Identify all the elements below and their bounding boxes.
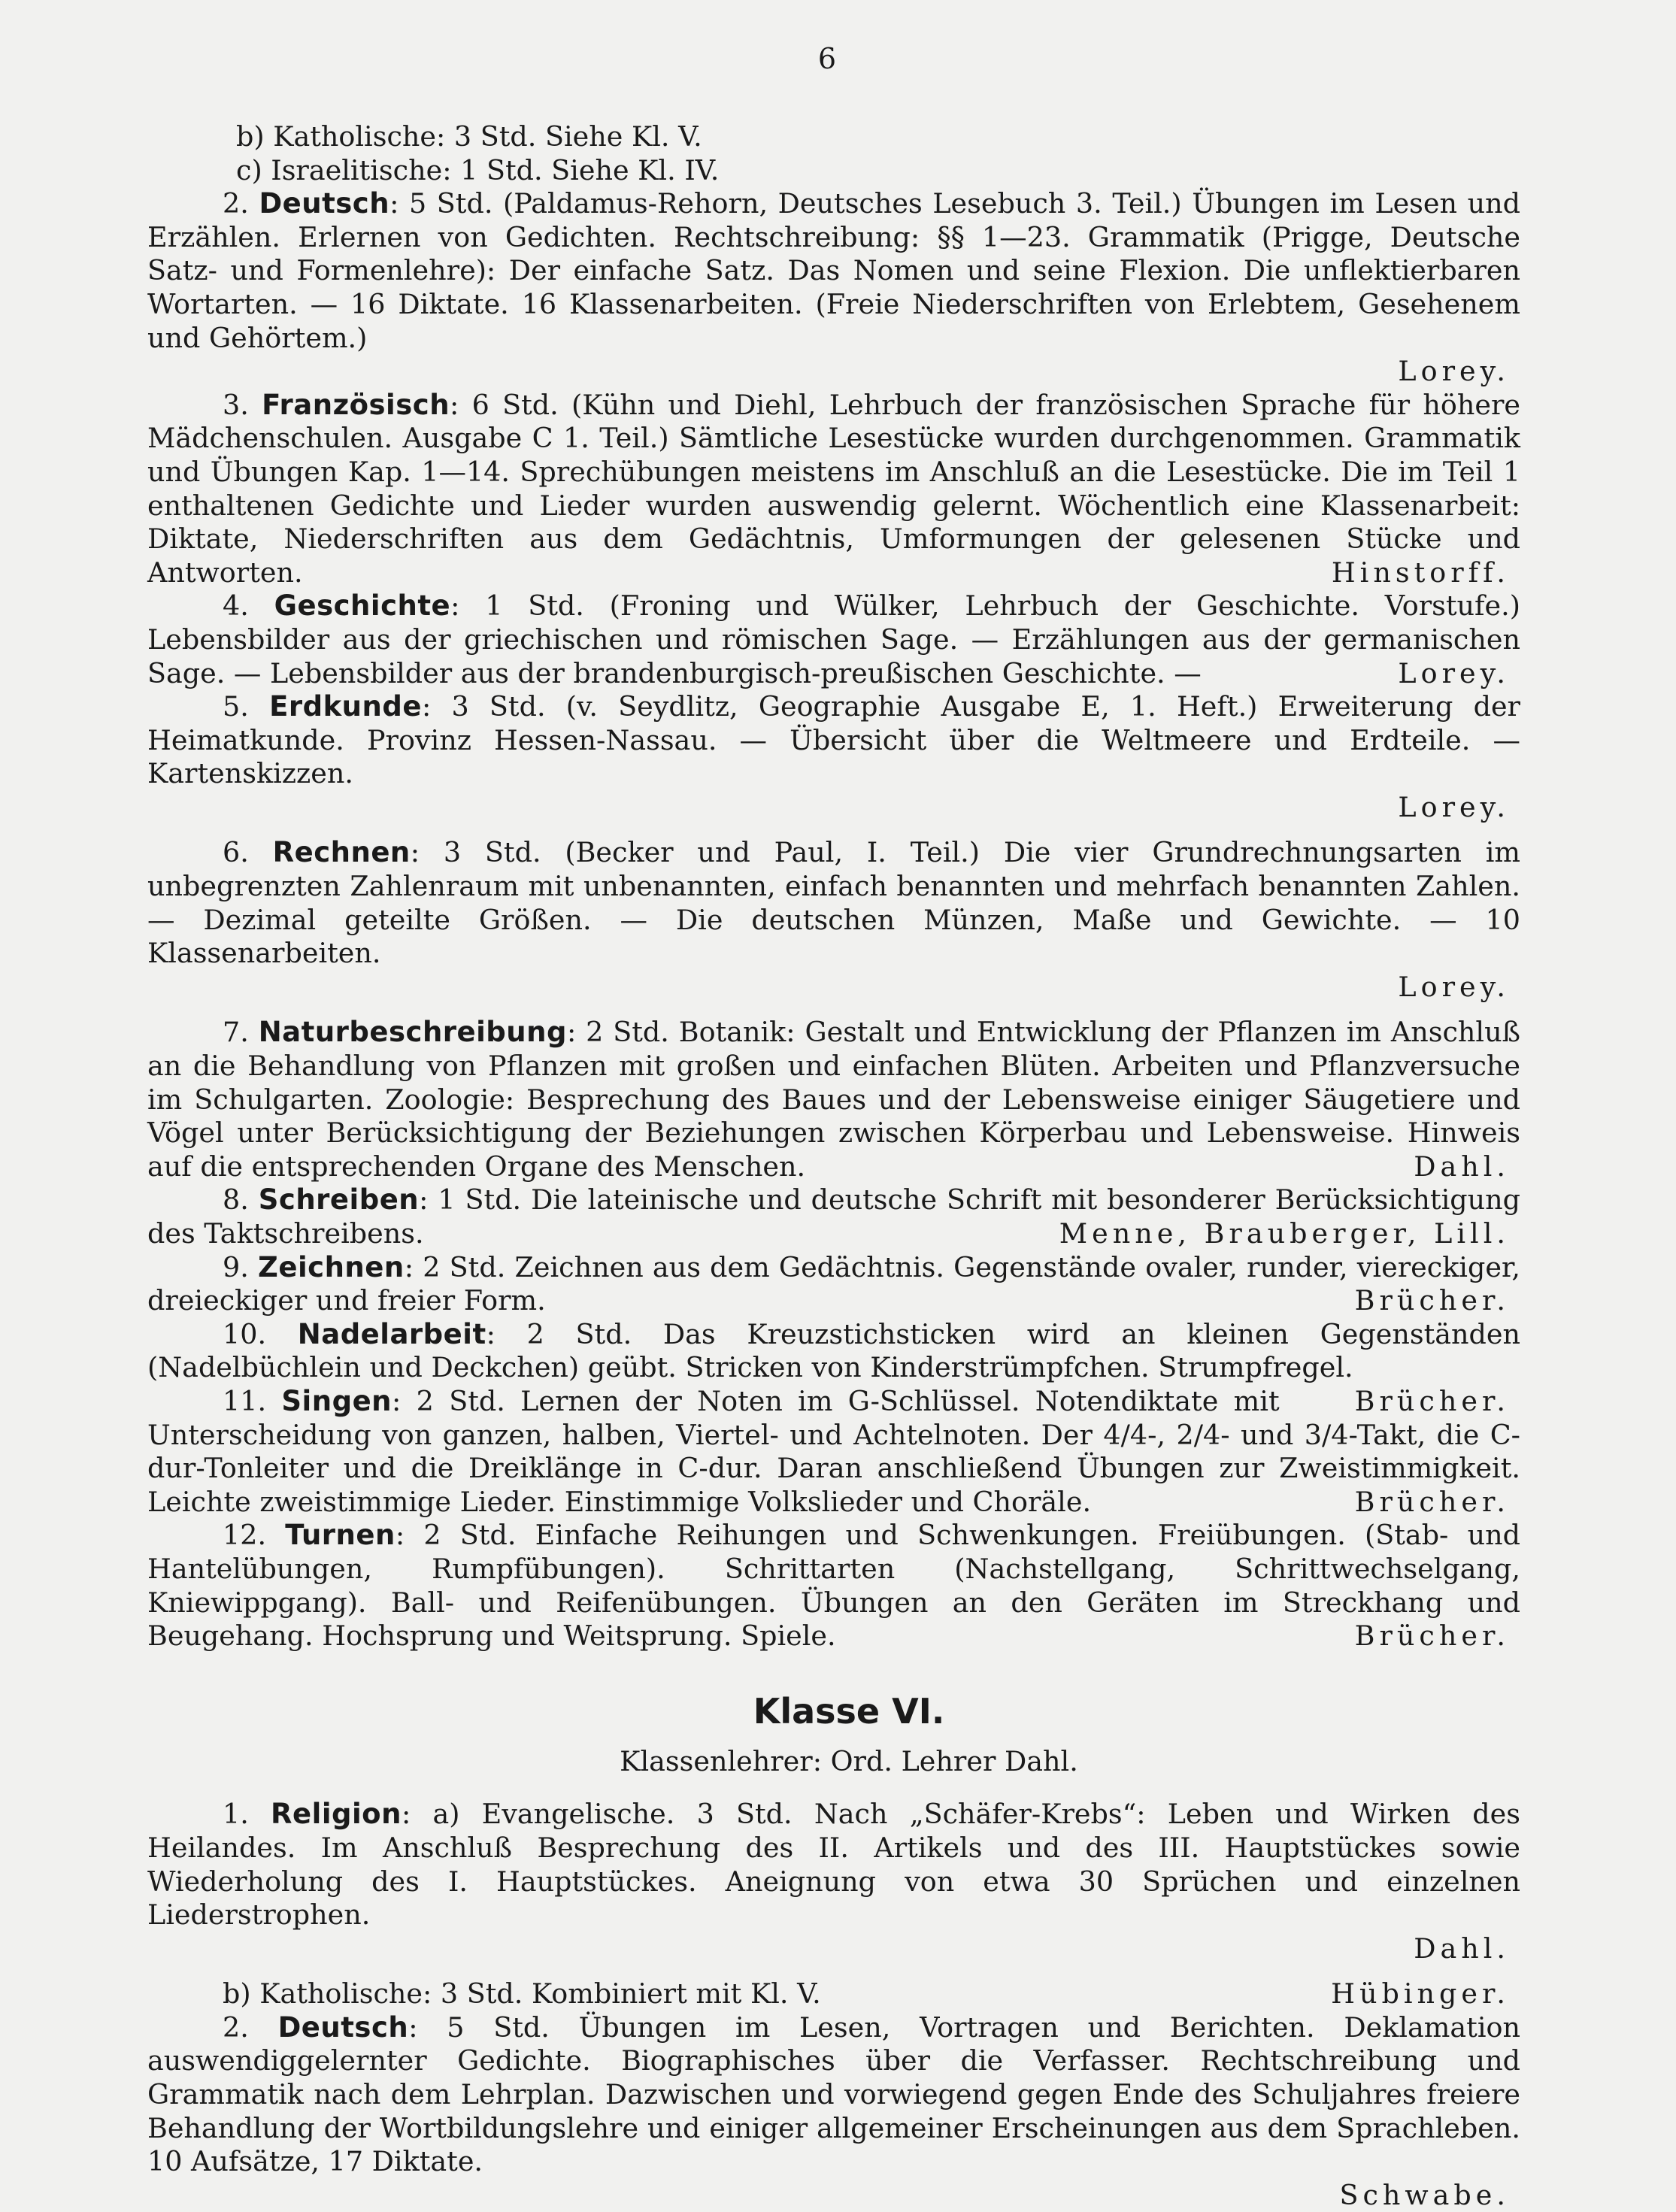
- subject-entry-singen: 11. Singen: 2 Std. Lernen der Noten im G-Schlüssel. Notendiktate mit Unterscheidung von ganzen, halben, Viertel- und Achtelnoten. Der 4/4-, 2/4- und 3/4-Takt, die C-dur-Tonleiter und die Dreiklänge in C-dur. Daran anschließend Übungen zur Zweistimmigkeit. Leichte zweistimmige Lieder. Einstimmige Volkslieder und Choräle. Brücher.: [147, 1384, 1520, 1518]
- subject-entry-deutsch-vi: 2. Deutsch: 5 Std. Übungen im Lesen, Vortragen und Berichten. Deklamation auswendiggelernter Gedichte. Biographisches über die Verfasser. Rechtschreibung und Grammatik nach dem Lehrplan. Dazwischen und vorwiegend gegen Ende des Schuljahres freiere Behandlung der Wortbildungslehre und einiger allgemeiner Erscheinungen aus dem Sprachleben. 10 Aufsätze, 17 Diktate.: [147, 2010, 1521, 2178]
- teacher-signature: Brücher.: [1354, 1485, 1510, 1518]
- subject-entry-nadelarbeit: 10. Nadelarbeit: 2 Std. Das Kreuzstichsticken wird an kleinen Gegenständen (Nadelbüchlein und Deckchen) geübt. Stricken von Kinderstrümpfchen. Strumpfregel. Brücher.: [147, 1317, 1520, 1417]
- religion-israelitisch-v: c) Israelitische: 1 Std. Siehe Kl. IV.: [236, 153, 720, 186]
- teacher-signature: Hinstorff.: [1331, 556, 1510, 589]
- subject-entry-rechnen: 6. Rechnen: 3 Std. (Becker und Paul, I. Teil.) Die vier Grundrechnungsarten im unbegrenzten Zahlenraum mit unbenannten, einfach benannten und mehrfach benannten Zahlen. — Dezimal geteilte Größen. — Die deutschen Münzen, Maße und Gewichte. — 10 Klassenarbeiten.: [147, 836, 1520, 970]
- teacher-signature: Hübinger.: [1331, 1977, 1510, 2010]
- subject-entry-schreiben: 8. Schreiben: 1 Std. Die lateinische und deutsche Schrift mit besonderer Berücksichtigung des Taktschreibens. Menne, Brauberger, Lill.: [147, 1183, 1520, 1250]
- teacher-signature: Schwabe.: [1339, 2178, 1510, 2211]
- subject-entry-deutsch: 2. Deutsch: 5 Std. (Paldamus-Rehorn, Deutsches Lesebuch 3. Teil.) Übungen im Lesen und Erzählen. Erlernen von Gedichten. Rechtschreibung: §§ 1—23. Grammatik (Prigge, Deutsche Satz- und Formenlehre): Der einfache Satz. Das Nomen und seine Flexion. Die unflektierbaren Wortarten. — 16 Diktate. 16 Klassenarbeiten. (Freie Niederschriften von Erlebtem, Gesehenem und Gehörtem.): [147, 187, 1520, 354]
- subject-heading: Geschichte: [274, 589, 451, 623]
- subject-entry-zeichnen: 9. Zeichnen: 2 Std. Zeichnen aus dem Gedächtnis. Gegenstände ovaler, runder, viereckiger, dreieckiger und freier Form. Brücher.: [147, 1250, 1520, 1317]
- teacher-signature: Dahl.: [1414, 1150, 1510, 1183]
- subject-heading: Religion: [271, 1798, 402, 1831]
- teacher-signature: Brücher.: [1354, 1384, 1510, 1417]
- teacher-signature: Lorey.: [1398, 970, 1510, 1003]
- subject-heading: Rechnen: [272, 836, 411, 869]
- subject-heading: Schreiben: [258, 1183, 420, 1217]
- teacher-signature: Lorey.: [1398, 355, 1510, 388]
- subject-heading: Singen: [281, 1384, 392, 1417]
- subject-heading: Französisch: [262, 388, 450, 421]
- subject-heading: Deutsch: [259, 187, 390, 220]
- subject-heading: Nadelarbeit: [297, 1317, 486, 1350]
- subject-entry-geschichte: 4. Geschichte: 1 Std. (Froning und Wülker, Lehrbuch der Geschichte. Vorstufe.) Lebensbilder aus der griechischen und römischen Sage. — Erzählungen aus der germanischen Sage. — Lebensbilder aus der brandenburgisch-preußischen Geschichte. — Lorey.: [147, 589, 1521, 689]
- subject-heading: Zeichnen: [258, 1250, 405, 1283]
- subject-entry-turnen: 12. Turnen: 2 Std. Einfache Reihungen und Schwenkungen. Freiübungen. (Stab- und Hantelübungen, Rumpfübungen). Schrittarten (Nachstellgang, Schrittwechselgang, Kniewippgang). Ball- und Reifenübungen. Übungen an den Geräten im Streckhang und Beugehang. Hochsprung und Weitsprung. Spiele. Brücher.: [147, 1519, 1520, 1653]
- teacher-signature: Menne, Brauberger, Lill.: [1059, 1217, 1510, 1250]
- subject-heading: Deutsch: [277, 2010, 409, 2044]
- section-title-klasse-vi: Klasse VI.: [753, 1690, 945, 1732]
- subject-heading: Turnen: [285, 1519, 396, 1552]
- subject-entry-naturbeschreibung: 7. Naturbeschreibung: 2 Std. Botanik: Gestalt und Entwicklung der Pflanzen im Anschluß an die Behandlung von Pflanzen mit großen und einfachen Blüten. Arbeiten und Pflanzversuche im Schulgarten. Zoologie: Besprechung des Baues und der Lebensweise einiger Säugetiere und Vögel unter Berücksichtigung der Beziehungen zwischen Körperbau und Lebensweise. Hinweis auf die entsprechenden Organe des Menschen. Dahl.: [147, 1016, 1520, 1183]
- subject-entry-franzoesisch: 3. Französisch: 6 Std. (Kühn und Diehl, Lehrbuch der französischen Sprache für höhere Mädchenschulen. Ausgabe C 1. Teil.) Sämtliche Lesestücke wurden durchgenommen. Grammatik und Übungen Kap. 1—14. Sprechübungen meistens im Anschluß an die Lesestücke. Die im Teil 1 enthaltenen Gedichte und Lieder wurden auswendig gelernt. Wöchentlich eine Klassenarbeit: Diktate, Niederschriften aus dem Gedächtnis, Umformungen der gelesenen Stücke und Antworten. Hinstorff.: [147, 388, 1520, 589]
- class-teacher-line: Klassenlehrer: Ord. Lehrer Dahl.: [620, 1744, 1078, 1777]
- religion-katholisch-v: b) Katholische: 3 Std. Siehe Kl. V.: [236, 120, 702, 153]
- teacher-signature: Lorey.: [1398, 656, 1510, 689]
- religion-katholisch-vi: b) Katholische: 3 Std. Kombiniert mit Kl. V. Hübinger.: [223, 1977, 1510, 2010]
- page-content: [147, 120, 1520, 2212]
- page-number: 6: [817, 42, 837, 75]
- subject-entry-religion-vi: 1. Religion: a) Evangelische. 3 Std. Nach „Schäfer-Krebs“: Leben und Wirken des Heilandes. Im Anschluß Besprechung des II. Artikels und des III. Hauptstückes sowie Wiederholung des I. Hauptstückes. Aneignung von etwa 30 Sprüchen und einzelnen Liederstrophen.: [147, 1798, 1521, 1932]
- subject-entry-erdkunde: 5. Erdkunde: 3 Std. (v. Seydlitz, Geographie Ausgabe E, 1. Heft.) Erweiterung der Heimatkunde. Provinz Hessen-Nassau. — Übersicht über die Weltmeere und Erdteile. — Kartenskizzen.: [147, 690, 1520, 790]
- teacher-signature: Brücher.: [1354, 1284, 1510, 1317]
- teacher-signature: Brücher.: [1354, 1620, 1510, 1653]
- subject-heading: Naturbeschreibung: [258, 1016, 567, 1049]
- teacher-signature: Lorey.: [1398, 790, 1510, 823]
- teacher-signature: Dahl.: [1414, 1932, 1510, 1965]
- subject-heading: Erdkunde: [269, 690, 422, 723]
